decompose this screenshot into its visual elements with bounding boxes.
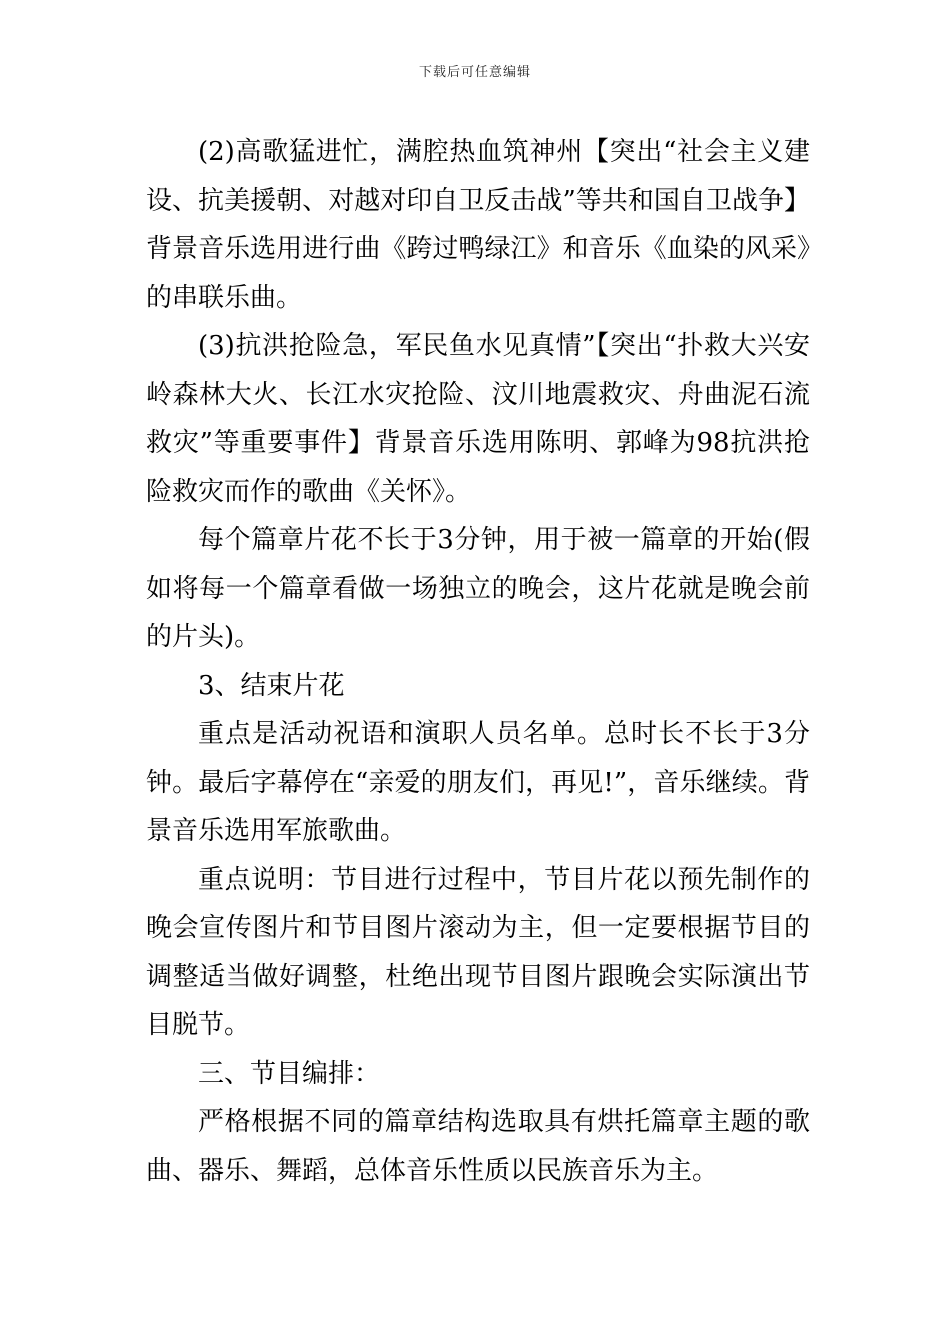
paragraph-key-notes: 重点说明：节目进行过程中，节目片花以预先制作的晚会宣传图片和节目图片滚动为主，但一定要根据节目的调整适当做好调整，杜绝出现节目图片跟晚会实际演出节目脱节。 (146, 864, 810, 1040)
heading-ending-clip: 3、结束片花 (198, 670, 345, 701)
paragraph-program-arrangement: 严格根据不同的篇章结构选取具有烘托篇章主题的歌曲、器乐、舞蹈，总体音乐性质以民族音乐为主。 (146, 1107, 810, 1186)
page-header-note: 下载后可任意编辑 (418, 65, 531, 80)
paragraph-section-2: (2)高歌猛进忙，满腔热血筑神州【突出“社会主义建设、抗美援朝、对越对印自卫反击战”等共和国自卫战争】背景音乐选用进行曲《跨过鸭绿江》和音乐《血染的风采》的串联乐曲。 (146, 137, 810, 313)
paragraph-chapter-intro: 每个篇章片花不长于3分钟，用于被一篇章的开始(假如将每一个篇章看做一场独立的晚会，这片花就是晚会前的片头)。 (146, 525, 810, 652)
paragraph-section-3: (3)抗洪抢险急，军民鱼水见真情”【突出“扑救大兴安岭森林大火、长江水灾抢险、汶川地震救灾、舟曲泥石流救灾”等重要事件】背景音乐选用陈明、郭峰为98抗洪抢险救灾而作的歌曲《关怀》。 (146, 331, 810, 507)
document-body (146, 128, 810, 1195)
paragraph-ending-clip: 重点是活动祝语和演职人员名单。总时长不长于3分钟。最后字幕停在“亲爱的朋友们，再见!”，音乐继续。背景音乐选用军旅歌曲。 (146, 719, 810, 846)
heading-program-arrangement: 三、节目编排： (198, 1058, 381, 1089)
